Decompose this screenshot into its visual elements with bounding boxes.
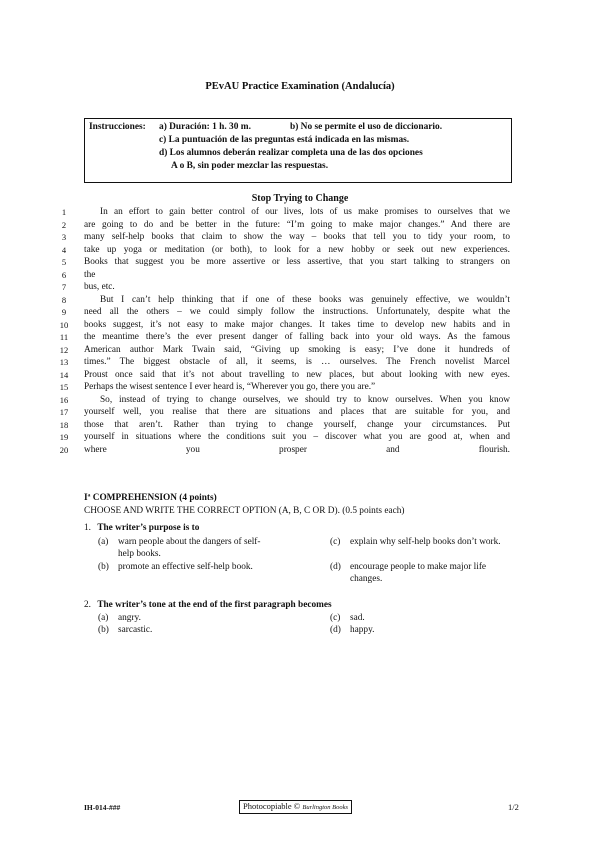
line-number: 4 — [61, 244, 67, 255]
option-text: sarcastic. — [118, 625, 153, 635]
text-line: yourself well, you realise that there are situations and places that are suitable for you, and — [84, 407, 510, 417]
page-title: PEvAU Practice Examination (Andalucía) — [205, 81, 395, 92]
option-text: explain why self-help books don’t work. — [350, 537, 501, 547]
option-label: (b) — [98, 562, 109, 572]
text-line: the — [84, 269, 96, 280]
option-2a[interactable] — [98, 613, 278, 625]
line-number: 3 — [61, 232, 67, 242]
text-line: Books that suggest you be more assertive or less assertive, that you start talking to strangers on — [84, 257, 510, 267]
option-label: (d) — [330, 625, 341, 635]
option-text: warn people about the dangers of self-help books. — [118, 537, 261, 559]
text-line: yourself in situations where the conditions suit you – discover what you are good at, when and — [84, 432, 510, 442]
line-number: 1 — [61, 207, 67, 217]
text-line: many self-help books that claim to show the way – books that tell you to tidy your room, to — [84, 232, 510, 242]
instructions-label: Instrucciones: — [89, 122, 146, 132]
instruction-item: c) La puntuación de las preguntas está indicada en las mismas. — [159, 135, 410, 145]
instruction-item: A o B, sin poder mezclar las respuestas. — [171, 161, 329, 171]
instruction-item: b) No se permite el uso de diccionario. — [290, 122, 443, 132]
line-number: 5 — [61, 257, 67, 267]
text-line: Perhaps the wisest sentence I ever heard is, “Wherever you go, there you are.” — [84, 382, 376, 392]
option-label: (c) — [330, 537, 341, 547]
line-numbers — [58, 206, 70, 456]
option-1a[interactable] — [98, 537, 278, 560]
text-line: those that aren’t. Rather than trying to change yourself, change your circumstances. Put — [84, 419, 510, 430]
line-number: 11 — [59, 332, 69, 342]
text-line: times.” The biggest obstacle of all, it seems, is … ourselves. The French novelist Marcel — [84, 357, 510, 367]
option-text: angry. — [118, 613, 141, 623]
option-text: sad. — [350, 613, 365, 623]
line-number: 8 — [61, 294, 67, 305]
option-2d[interactable] — [330, 625, 510, 637]
line-number: 6 — [61, 269, 67, 280]
photocopiable-label: Photocopiable — [243, 801, 292, 811]
instructions-box — [84, 118, 512, 183]
photocopiable-badge — [239, 800, 352, 814]
line-number: 18 — [59, 419, 69, 430]
question-number: 1. — [84, 523, 91, 533]
option-label: (b) — [98, 625, 109, 635]
text-line: books suggest, it’s not easy to make major changes. It takes time to develop new habits and in — [84, 319, 510, 330]
exam-code: IH-014-### — [84, 803, 121, 812]
instruction-item: d) Los alumnos deberán realizar completa una de las dos opciones — [159, 148, 423, 158]
option-2b[interactable] — [98, 625, 278, 637]
text-line: In an effort to gain better control of our lives, lots of us make promises to ourselves that we — [100, 207, 510, 217]
comprehension-instruction: CHOOSE AND WRITE THE CORRECT OPTION (A, B, C OR D). (0.5 points each) — [84, 506, 405, 516]
option-text: promote an effective self-help book. — [118, 562, 253, 572]
text-line: bus, etc. — [84, 282, 115, 292]
option-label: (c) — [330, 613, 341, 623]
text-line: where you prosper and flourish. — [84, 444, 510, 455]
text-line: But I can’t help thinking that if one of these books was genuinely effective, we wouldn’t — [100, 294, 510, 305]
reading-title: Stop Trying to Change — [251, 193, 349, 204]
instruction-item: a) Duración: 1 h. 30 m. — [159, 122, 251, 132]
publisher-name: Burlington Books — [302, 804, 349, 811]
option-label: (a) — [98, 537, 109, 547]
option-1b[interactable] — [98, 562, 278, 574]
option-label: (a) — [98, 613, 109, 623]
line-number: 10 — [59, 319, 69, 330]
line-number: 14 — [59, 369, 69, 380]
text-line: the meantime there’s the ever present danger of falling back into your old ways. As the famous — [84, 332, 510, 342]
option-text: encourage people to make major life changes. — [350, 562, 487, 584]
line-number: 17 — [59, 407, 69, 417]
question-1 — [84, 523, 199, 533]
comprehension-heading: Iª COMPREHENSION (4 points) — [84, 493, 217, 503]
text-line: Proust once said that it’s not about travelling to new places, but about looking with new eyes. — [84, 369, 510, 380]
question-2 — [84, 600, 332, 610]
text-line: need all the others – we could simply follow the instructions. Unfortunately, despite what the — [84, 307, 510, 317]
line-number: 2 — [61, 219, 67, 230]
option-label: (d) — [330, 562, 341, 572]
question-stem: The writer’s purpose is to — [97, 523, 200, 533]
copyright-symbol: © — [293, 801, 301, 811]
option-2c[interactable] — [330, 613, 510, 625]
text-line: So, instead of trying to change ourselves, we should try to know ourselves. When you know — [100, 394, 510, 405]
reading-text — [84, 206, 510, 456]
page-number: 1/2 — [508, 802, 519, 812]
line-number: 19 — [59, 432, 69, 442]
line-number: 13 — [59, 357, 69, 367]
line-number: 7 — [61, 282, 67, 292]
option-1c[interactable] — [330, 537, 510, 549]
text-line: take up yoga or meditation (or both), to look for a new hobby or seek out new experiences. — [84, 244, 510, 255]
text-line: American author Mark Twain said, “Giving up smoking is easy; I’ve done it hundreds of — [84, 344, 510, 355]
line-number: 16 — [59, 394, 69, 405]
question-number: 2. — [84, 600, 91, 610]
option-text: happy. — [350, 625, 375, 635]
line-number: 12 — [59, 344, 69, 355]
question-stem: The writer’s tone at the end of the first paragraph becomes — [97, 600, 332, 610]
option-1d[interactable] — [330, 562, 510, 585]
line-number: 9 — [61, 307, 67, 317]
line-number: 20 — [59, 444, 69, 455]
text-line: are going to do and be better in the future: “I’m going to make major changes.” And there are — [84, 219, 510, 230]
line-number: 15 — [59, 382, 69, 392]
